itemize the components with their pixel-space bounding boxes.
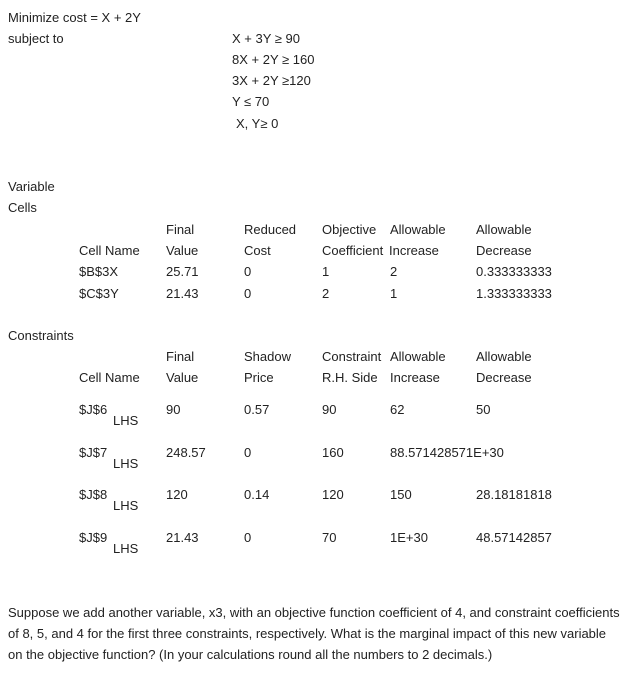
ct-header-allow-inc: Allowable	[390, 349, 446, 364]
constraint-4: Y ≤ 70	[232, 94, 270, 109]
vc-row2-allow-dec: 1.333333333	[476, 286, 552, 301]
variable-cells-title-1: Variable	[8, 179, 55, 194]
vc-header-coefficient: Coefficient	[322, 243, 384, 258]
vc-header-cell-name: Cell Name	[79, 243, 140, 258]
vc-row1-final: 25.71	[166, 264, 199, 279]
ct-row1-allow-inc: 62	[390, 402, 405, 417]
ct-row3-cell: $J$8	[79, 487, 108, 502]
objective-text: Minimize cost = X + 2Y	[8, 10, 141, 25]
vc-header-final: Final	[166, 222, 195, 237]
ct-row4-name: LHS	[113, 541, 139, 556]
vc-row2-final: 21.43	[166, 286, 199, 301]
vc-row2-objective: 2	[322, 286, 330, 301]
ct-row1-name: LHS	[113, 413, 139, 428]
constraint-2: 8X + 2Y ≥ 160	[232, 52, 315, 67]
ct-row2-shadow: 0	[244, 445, 252, 460]
ct-header-decrease: Decrease	[476, 370, 532, 385]
vc-row2-allow-inc: 1	[390, 286, 398, 301]
vc-row2-reduced: 0	[244, 286, 252, 301]
vc-header-reduced: Reduced	[244, 222, 297, 237]
ct-header-allow-dec: Allowable	[476, 349, 532, 364]
vc-header-increase: Increase	[389, 243, 439, 258]
constraints-title: Constraints	[8, 328, 74, 343]
ct-row3-allow-inc: 150	[390, 487, 412, 502]
ct-row3-final: 120	[166, 487, 188, 502]
ct-header-price: Price	[244, 370, 274, 385]
question-paragraph: Suppose we add another variable, x3, with an objective function coefficient of 4, and constraint coefficients of 8, 5, and 4 for the first three constraints, respectively. What is the marginal impact of this new variable on the objective function? (In your calculations round all the numbers to 2 decimals.)	[8, 605, 620, 662]
ct-header-shadow: Shadow	[244, 349, 291, 364]
vc-row2-cell: $C$3Y	[79, 286, 119, 301]
ct-row4-allow-inc: 1E+30	[390, 530, 428, 545]
ct-row2-rhs: 160	[322, 445, 344, 460]
ct-header-rhs: R.H. Side	[322, 370, 378, 385]
ct-row1-rhs: 90	[322, 402, 337, 417]
ct-row2-cell: $J$7	[79, 445, 108, 460]
vc-row1-allow-dec: 0.333333333	[476, 264, 552, 279]
ct-row3-shadow: 0.14	[244, 487, 270, 502]
ct-row1-cell: $J$6	[79, 402, 108, 417]
subject-to-text: subject to	[8, 31, 64, 46]
ct-header-increase: Increase	[390, 370, 440, 385]
variable-cells-title-2: Cells	[8, 200, 37, 215]
ct-row1-allow-dec: 50	[476, 402, 491, 417]
vc-header-value: Value	[166, 243, 199, 258]
vc-row1-allow-inc: 2	[390, 264, 398, 279]
constraint-1: X + 3Y ≥ 90	[232, 31, 300, 46]
ct-row1-final: 90	[166, 402, 181, 417]
ct-header-final: Final	[166, 349, 195, 364]
ct-row3-rhs: 120	[322, 487, 344, 502]
vc-header-allow-dec: Allowable	[476, 222, 532, 237]
vc-header-cost: Cost	[244, 243, 271, 258]
ct-row4-allow-dec: 48.57142857	[476, 530, 552, 545]
vc-row1-objective: 1	[322, 264, 330, 279]
vc-row1-cell: $B$3X	[79, 264, 119, 279]
vc-header-objective: Objective	[322, 222, 377, 237]
ct-row2-allow-inc: 88.571428571E+30	[390, 445, 504, 460]
ct-row2-final: 248.57	[166, 445, 206, 460]
ct-row3-allow-dec: 28.18181818	[476, 487, 552, 502]
ct-header-value: Value	[166, 370, 199, 385]
ct-row4-cell: $J$9	[79, 530, 108, 545]
ct-row1-shadow: 0.57	[244, 402, 270, 417]
ct-row4-final: 21.43	[166, 530, 199, 545]
constraint-5: X, Y≥ 0	[236, 116, 279, 131]
ct-row4-rhs: 70	[322, 530, 337, 545]
vc-header-allow-inc: Allowable	[390, 222, 446, 237]
ct-row4-shadow: 0	[244, 530, 252, 545]
ct-row3-name: LHS	[113, 498, 139, 513]
vc-row1-reduced: 0	[244, 264, 252, 279]
vc-header-decrease: Decrease	[476, 243, 532, 258]
ct-row2-name: LHS	[113, 456, 139, 471]
ct-header-cell-name: Cell Name	[79, 370, 140, 385]
constraint-3: 3X + 2Y ≥120	[232, 73, 311, 88]
ct-header-constraint: Constraint	[322, 349, 382, 364]
